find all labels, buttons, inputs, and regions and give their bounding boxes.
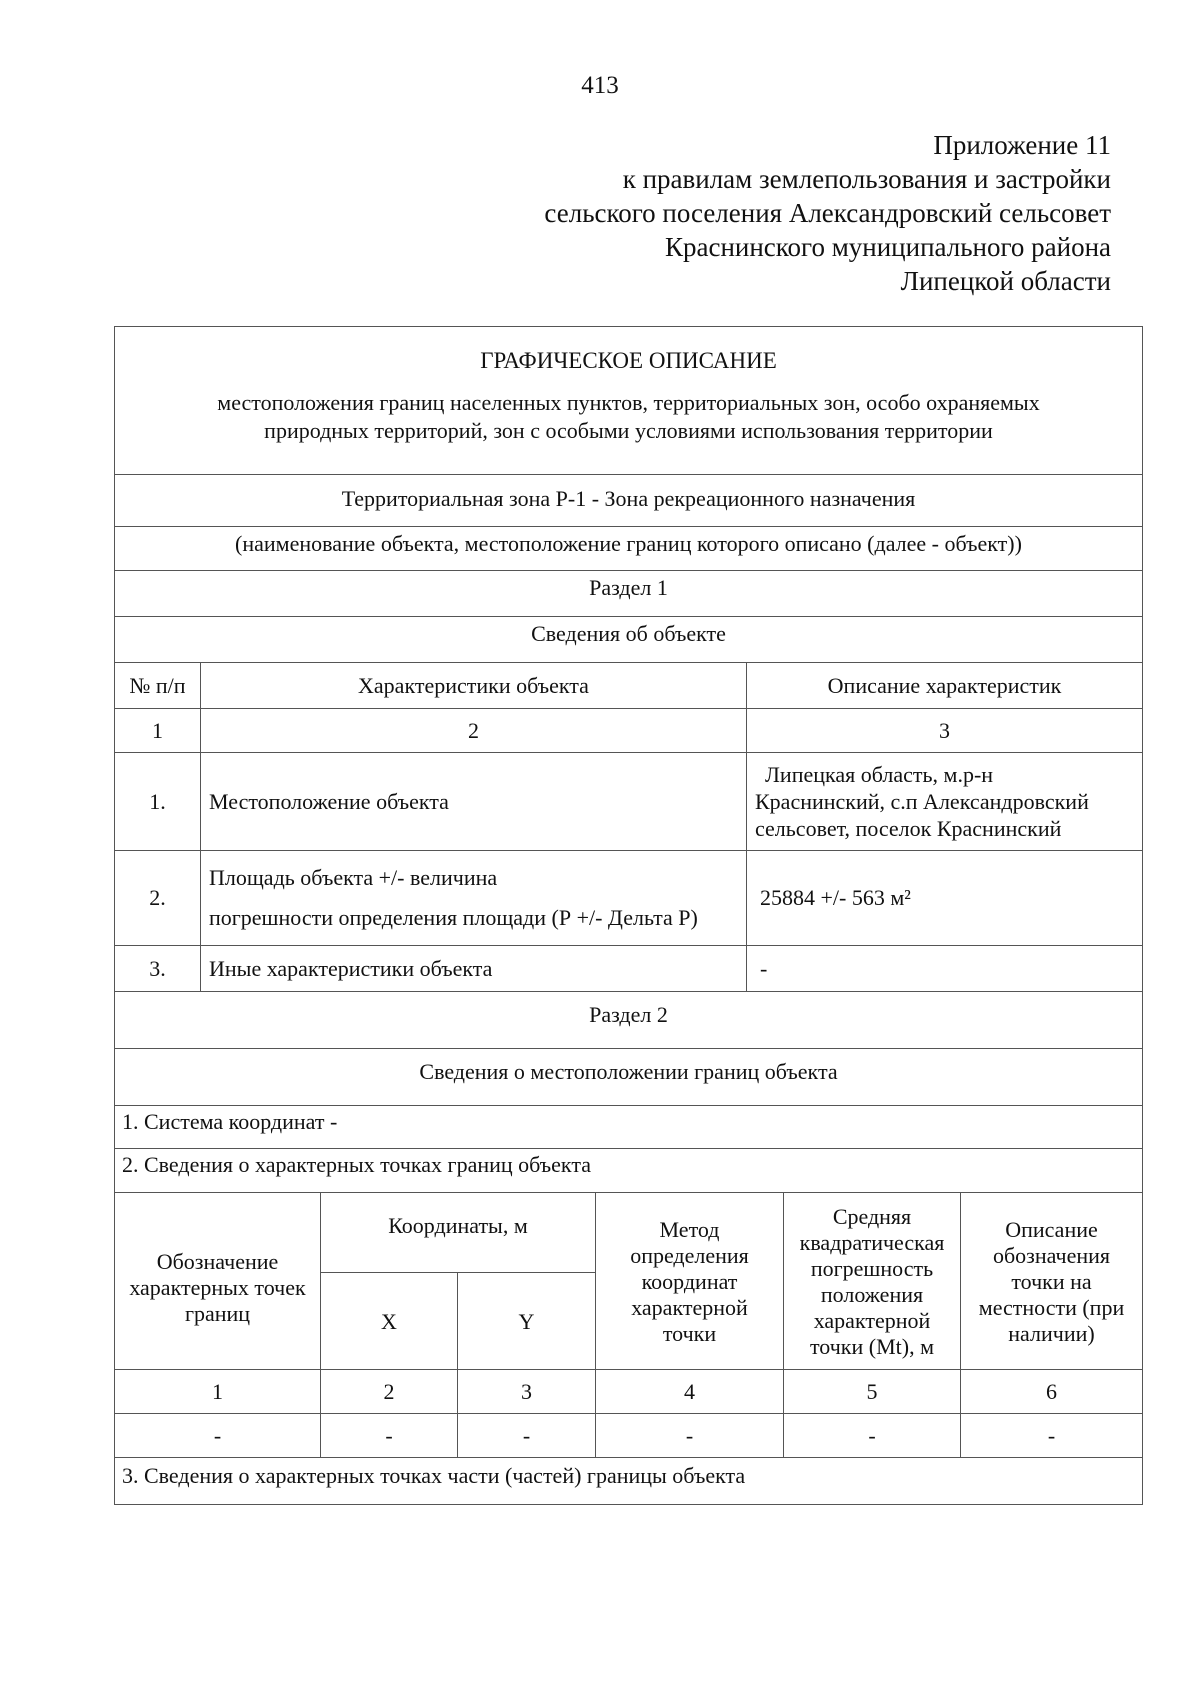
row-number: 1.	[115, 753, 201, 850]
col-characteristics-header: Характеристики объекта	[201, 663, 747, 708]
points-title: 2. Сведения о характерных точках границ объекта	[115, 1149, 1142, 1193]
col-description-header: Описание характеристик	[827, 672, 1062, 698]
col-number: 6	[1046, 1378, 1057, 1404]
col-number: 2	[201, 709, 747, 752]
points-data-row	[115, 1414, 1142, 1458]
section1-colnum-row	[115, 709, 1142, 753]
row-number: 3.	[115, 946, 201, 991]
row-name: Местоположение объекта	[201, 753, 747, 850]
row-number: 2.	[115, 851, 201, 945]
appendix-line: сельского поселения Александровский сельсовет	[544, 198, 1111, 228]
coord-system: 1. Система координат -	[115, 1106, 1142, 1149]
appendix-block	[544, 128, 1111, 298]
section2-subtitle: Сведения о местоположении границ объекта	[115, 1049, 1142, 1106]
data-cell: -	[784, 1414, 961, 1457]
name-line: погрешности определения площади (Р +/- Дельта Р)	[209, 905, 698, 930]
section2-title: Раздел 2	[115, 992, 1142, 1049]
col-number: 3	[458, 1370, 596, 1413]
points-header	[115, 1193, 1142, 1370]
col-number: 4	[596, 1370, 784, 1413]
object-name: Территориальная зона Р-1 - Зона рекреационного назначения	[115, 475, 1142, 527]
data-cell: -	[596, 1414, 784, 1457]
row-value	[747, 753, 1142, 850]
row-value: 25884 +/- 563 м²	[760, 885, 911, 910]
form-title: ГРАФИЧЕСКОЕ ОПИСАНИЕ	[480, 348, 777, 373]
appendix-line: Приложение 11	[933, 130, 1111, 160]
error-header: Средняя квадратическая погрешность положения характерной точки (Mt), м	[784, 1193, 961, 1370]
description-header: Описание обозначения точки на местности (при наличии)	[978, 1216, 1125, 1346]
value-line: Липецкая область, м.р-н	[765, 762, 994, 787]
data-cell: -	[115, 1414, 321, 1457]
points-colnum-row	[115, 1370, 1142, 1414]
col-num-header: № п/п	[115, 663, 201, 708]
form-subtitle	[115, 374, 1142, 445]
value-line: сельсовет, поселок Краснинский	[755, 816, 1062, 841]
section1-subtitle: Сведения об объекте	[115, 617, 1142, 663]
table-row	[115, 946, 1142, 992]
row-value: -	[760, 955, 768, 981]
table-row	[115, 851, 1142, 946]
section1-header-row	[115, 663, 1142, 709]
method-header: Метод определения координат характерной точки	[596, 1193, 784, 1370]
col-number: 3	[939, 717, 950, 743]
col-number: 1	[115, 709, 201, 752]
table-row	[115, 753, 1142, 851]
appendix-line: Краснинского муниципального района	[664, 232, 1111, 262]
name-line: Площадь объекта +/- величина	[209, 865, 498, 890]
col-number: 2	[321, 1370, 458, 1413]
row-name	[201, 851, 747, 945]
col-number: 5	[784, 1370, 961, 1413]
designation-header: Обозначение характерных точек границ	[115, 1193, 321, 1370]
appendix-line: Липецкой области	[900, 266, 1111, 296]
form-header	[115, 327, 1142, 475]
description-form	[114, 326, 1143, 1505]
value-line: Краснинский, с.п Александровский	[755, 789, 1089, 814]
subtitle-line: природных территорий, зон с особыми условиями использования территории	[264, 418, 993, 443]
row-name: Иные характеристики объекта	[201, 946, 747, 991]
y-header: Y	[458, 1273, 596, 1370]
parts-title: 3. Сведения о характерных точках части (частей) границы объекта	[122, 1463, 746, 1488]
col-number: 1	[115, 1370, 321, 1413]
appendix-line: к правилам землепользования и застройки	[622, 164, 1111, 194]
data-cell: -	[458, 1414, 596, 1457]
data-cell: -	[321, 1414, 458, 1457]
page-number: 413	[581, 72, 619, 99]
section1-title: Раздел 1	[115, 571, 1142, 617]
x-header: X	[321, 1273, 458, 1370]
coords-header: Координаты, м	[321, 1193, 596, 1273]
data-cell: -	[1047, 1422, 1056, 1448]
subtitle-line: местоположения границ населенных пунктов, территориальных зон, особо охраняемых	[217, 390, 1040, 415]
object-caption: (наименование объекта, местоположение границ которого описано (далее - объект))	[115, 527, 1142, 571]
